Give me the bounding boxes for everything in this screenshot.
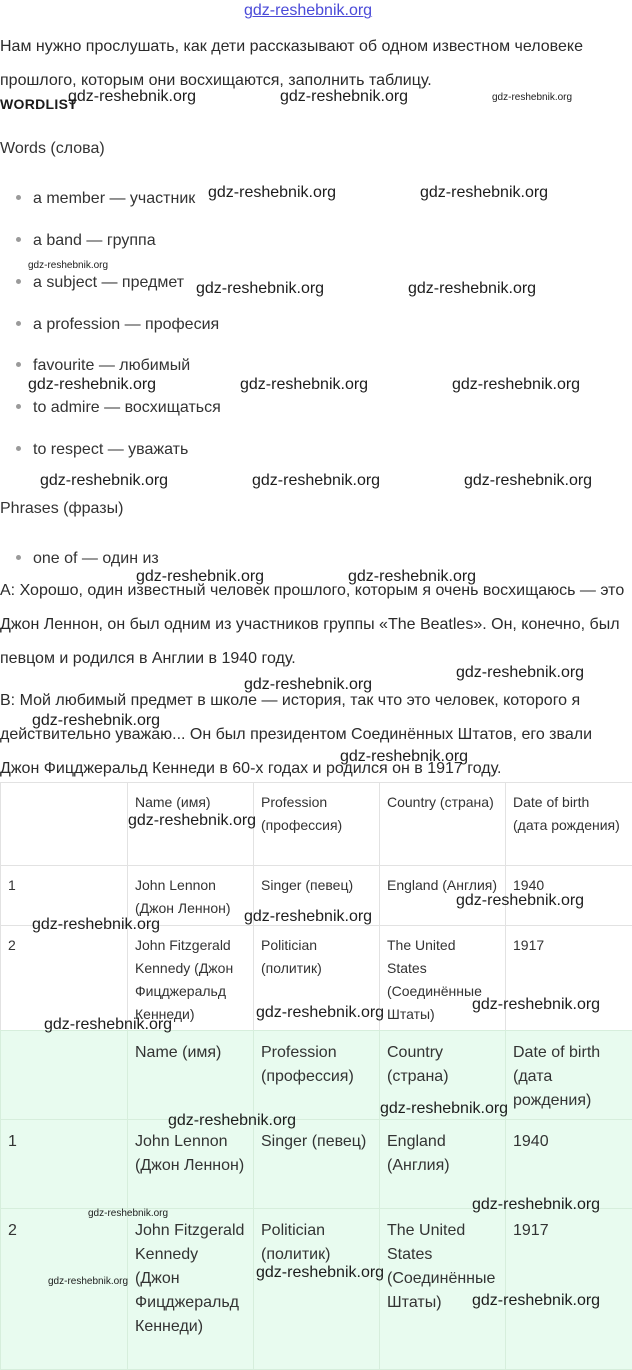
watermark-text: gdz-reshebnik.org (88, 1208, 168, 1219)
watermark-text: gdz-reshebnik.org (256, 1264, 384, 1282)
dialogue-b: B: Мой любимый предмет в школе — история, так что это человек, которого я действительно уважаю... Он был президентом Соединённых Штатов, его звали Джон Фицджеральд Кеннеди в 60-х годах и родился он в 1917 году. (0, 684, 632, 786)
bullet-icon (16, 237, 21, 242)
watermark-text: gdz-reshebnik.org (256, 1004, 384, 1022)
table-cell: John Fitzgerald Kennedy (Джон Фицджеральд Кеннеди) (128, 926, 254, 1031)
watermark-text: gdz-reshebnik.org (168, 1112, 296, 1130)
table-cell: John Lennon (Джон Леннон) (128, 866, 254, 926)
watermark-text: gdz-reshebnik.org (452, 376, 580, 394)
watermark-text: gdz-reshebnik.org (28, 376, 156, 394)
table-header-cell: Name (имя) (128, 1031, 254, 1120)
table-cell: 1940 (506, 1120, 632, 1209)
table-cell: 1 (1, 866, 128, 926)
list-item: a subject — предмет (16, 274, 184, 292)
watermark-text: gdz-reshebnik.org (28, 260, 108, 271)
list-item: a band — группа (16, 232, 156, 250)
table-row (1, 1209, 632, 1370)
table-cell: The United States (Соединённые Штаты) (380, 926, 506, 1031)
table-cell: 2 (1, 1209, 128, 1370)
table-cell: 1 (1, 1120, 128, 1209)
watermark-text: gdz-reshebnik.org (136, 568, 264, 586)
bullet-icon (16, 321, 21, 326)
watermark-text: gdz-reshebnik.org (408, 280, 536, 298)
bullet-icon (16, 362, 21, 367)
words-heading: Words (слова) (0, 140, 105, 158)
answer-table-highlighted (0, 1030, 632, 1370)
watermark-text: gdz-reshebnik.org (252, 472, 380, 490)
watermark-text: gdz-reshebnik.org (244, 908, 372, 926)
table-header-cell: Date of birth (дата рождения) (506, 1031, 632, 1120)
bullet-icon (16, 555, 21, 560)
list-item: one of — один из (16, 550, 159, 568)
table-row (1, 926, 632, 1031)
watermark-text: gdz-reshebnik.org (420, 184, 548, 202)
watermark-text: gdz-reshebnik.org (48, 1276, 128, 1287)
watermark-text: gdz-reshebnik.org (40, 472, 168, 490)
watermark-text: gdz-reshebnik.org (208, 184, 336, 202)
watermark-text: gdz-reshebnik.org (196, 280, 324, 298)
list-item: to admire — восхищаться (16, 399, 221, 417)
table-row (1, 866, 632, 926)
table-cell: 1917 (506, 1209, 632, 1370)
table-cell: Singer (певец) (254, 1120, 380, 1209)
table-cell: John Lennon (Джон Леннон) (128, 1120, 254, 1209)
table-header-cell: Country (страна) (380, 1031, 506, 1120)
bullet-icon (16, 195, 21, 200)
answer-table (0, 782, 632, 1031)
watermark-text: gdz-reshebnik.org (128, 812, 256, 830)
table-header-cell: Country (страна) (380, 783, 506, 866)
watermark-text: gdz-reshebnik.org (44, 1016, 172, 1034)
list-item: to respect — уважать (16, 441, 188, 459)
watermark-text: gdz-reshebnik.org (244, 676, 372, 694)
bullet-icon (16, 446, 21, 451)
watermark-text: gdz-reshebnik.org (456, 664, 584, 682)
wordlist-heading: WORDLIST (0, 96, 77, 112)
bullet-icon (16, 404, 21, 409)
table-cell: 2 (1, 926, 128, 1031)
bullet-icon (16, 279, 21, 284)
watermark-text: gdz-reshebnik.org (280, 88, 408, 106)
watermark-text: gdz-reshebnik.org (240, 376, 368, 394)
watermark-text: gdz-reshebnik.org (68, 88, 196, 106)
table-row (1, 1120, 632, 1209)
intro-text: Нам нужно прослушать, как дети рассказывают об одном известном человеке прошлого, которым они восхищаются, заполнить таблицу. (0, 30, 632, 98)
table-cell: England (Англия) (380, 1120, 506, 1209)
dialogue-a: A: Хорошо, один известный человек прошлого, которым я очень восхищаюсь — это Джон Леннон, он был одним из участников группы «The Beatles». Он, конечно, был певцом и родился в Англии в 1940 году. (0, 574, 632, 676)
table-cell: Politician (политик) (254, 926, 380, 1031)
site-title-link[interactable]: gdz-reshebnik.org (244, 2, 372, 20)
table-header-cell (1, 1031, 128, 1120)
table-header-cell (1, 783, 128, 866)
table-cell: Politician (политик) (254, 1209, 380, 1370)
watermark-text: gdz-reshebnik.org (32, 712, 160, 730)
watermark-text: gdz-reshebnik.org (472, 996, 600, 1014)
table-header-row (1, 783, 632, 866)
table-header-cell: Profession (профессия) (254, 783, 380, 866)
watermark-text: gdz-reshebnik.org (380, 1100, 508, 1118)
list-item: a member — участник (16, 190, 195, 208)
table-header-row (1, 1031, 632, 1120)
table-cell: Singer (певец) (254, 866, 380, 926)
table-cell: 1940 (506, 866, 632, 926)
watermark-text: gdz-reshebnik.org (32, 916, 160, 934)
watermark-text: gdz-reshebnik.org (456, 892, 584, 910)
phrases-heading: Phrases (фразы) (0, 500, 123, 518)
table-cell: John Fitzgerald Kennedy (Джон Фицджеральд Кеннеди) (128, 1209, 254, 1370)
watermark-text: gdz-reshebnik.org (348, 568, 476, 586)
table-header-cell: Profession (профессия) (254, 1031, 380, 1120)
watermark-text: gdz-reshebnik.org (472, 1196, 600, 1214)
table-cell: 1917 (506, 926, 632, 1031)
watermark-text: gdz-reshebnik.org (464, 472, 592, 490)
watermark-text: gdz-reshebnik.org (340, 748, 468, 766)
table-cell: The United States (Соединённые Штаты) (380, 1209, 506, 1370)
table-header-cell: Name (имя) (128, 783, 254, 866)
watermark-text: gdz-reshebnik.org (492, 92, 572, 103)
table-header-cell: Date of birth (дата рождения) (506, 783, 632, 866)
list-item: a profession — професия (16, 316, 219, 334)
table-cell: England (Англия) (380, 866, 506, 926)
watermark-text: gdz-reshebnik.org (472, 1292, 600, 1310)
list-item: favourite — любимый (16, 357, 190, 375)
